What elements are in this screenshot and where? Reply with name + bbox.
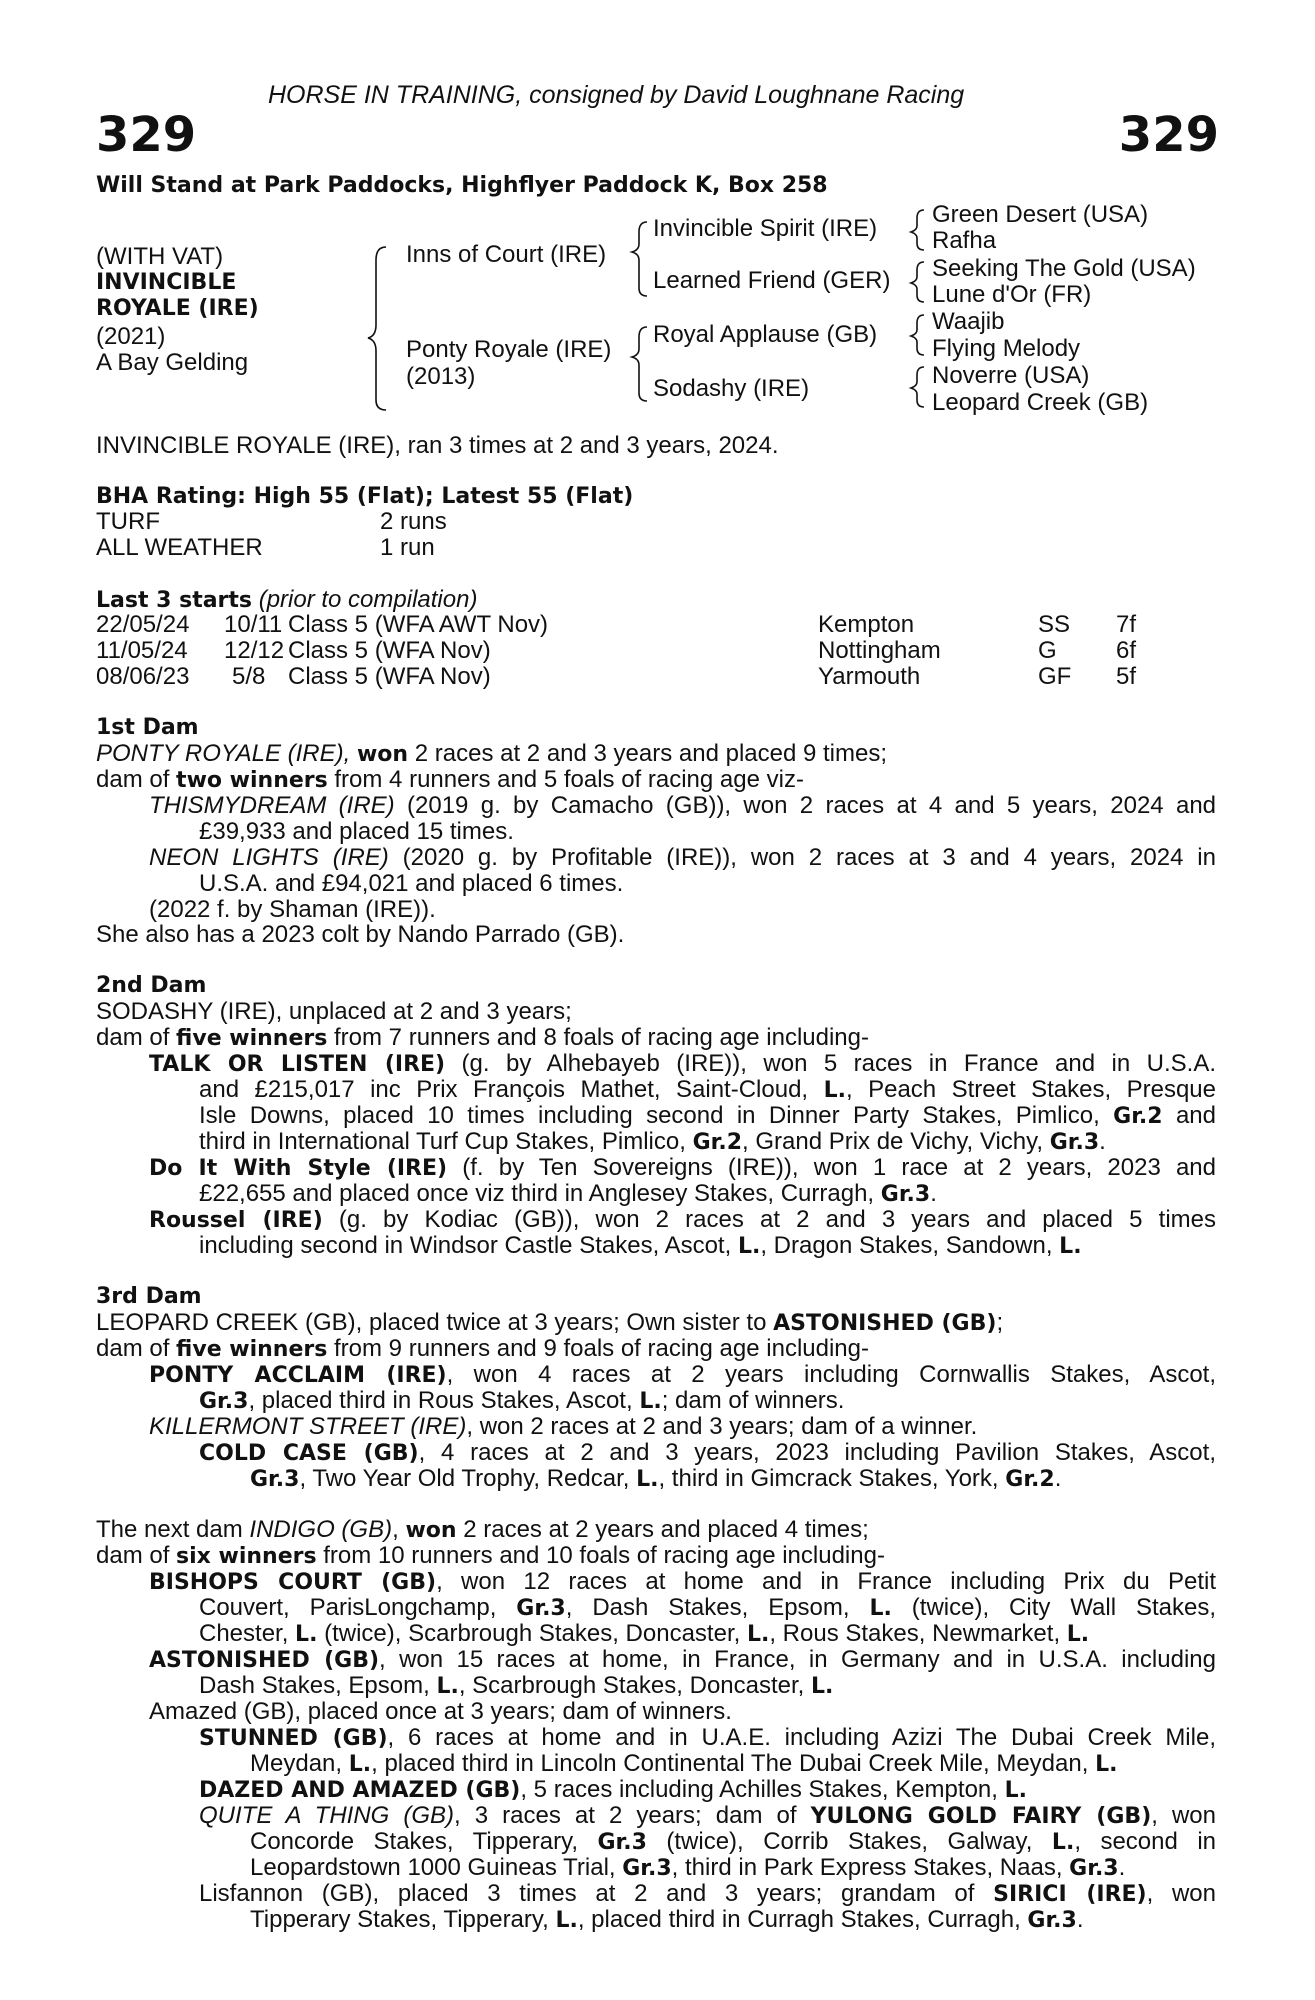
text: , 5 races including Achilles Stakes, Kempton,: [520, 1776, 1005, 1803]
dam-name: PONTY ROYALE (IRE),: [96, 740, 351, 767]
produce-name: TALK OR LISTEN (IRE): [149, 1052, 446, 1077]
foaling-year: (2021): [96, 323, 166, 350]
produce-entry-cont: £39,933 and placed 15 times.: [199, 818, 514, 845]
produce-name: PONTY ACCLAIM (IRE): [149, 1363, 447, 1388]
grade: Gr.3: [516, 1596, 566, 1621]
sub-produce-entry: [199, 1803, 1216, 1830]
produce-note: She also has a 2023 colt by Nando Parrado (GB).: [96, 921, 625, 948]
grade: L.: [348, 1752, 372, 1777]
stall-location: Will Stand at Park Paddocks, Highflyer Paddock K, Box 258: [96, 173, 828, 198]
produce-entry-cont: [199, 1077, 1216, 1104]
text: , Rous Stakes, Newmarket,: [769, 1620, 1067, 1647]
text: (twice), Corrib Stakes, Galway,: [646, 1828, 1052, 1855]
text: including second in Windsor Castle Stakes, Ascot,: [199, 1232, 738, 1259]
horse-name-line1: INVINCIBLE: [96, 270, 237, 295]
dam-sire: Royal Applause (GB): [653, 321, 878, 348]
text: , placed third in Rous Stakes, Ascot,: [248, 1387, 640, 1414]
rating-runs: 1 run: [380, 534, 435, 561]
produce-entry-cont: [199, 1673, 833, 1700]
sub-produce-entry-cont: [250, 1855, 1125, 1882]
grade: L.: [1051, 1830, 1075, 1855]
ancestor-5: Waajib: [932, 308, 1005, 335]
text: , Peach Street Stakes, Presque: [845, 1076, 1216, 1103]
sire: Inns of Court (IRE): [406, 241, 607, 268]
text: Dash Stakes, Epsom,: [199, 1672, 437, 1699]
text: Couvert, ParisLongchamp,: [199, 1594, 517, 1621]
produce-name: Roussel (IRE): [149, 1208, 323, 1233]
grade: Gr.2: [1005, 1467, 1055, 1492]
produce-entry: [199, 1440, 1216, 1467]
relative-name: YULONG GOLD FAIRY (GB): [810, 1804, 1152, 1829]
produce-name: KILLERMONT STREET (IRE): [149, 1413, 467, 1440]
text: , third in Gimcrack Stakes, York,: [658, 1465, 1006, 1492]
rating-heading: BHA Rating: High 55 (Flat); Latest 55 (Flat): [96, 484, 634, 509]
ancestor-1: Green Desert (USA): [932, 201, 1149, 228]
produce-entry: [149, 1362, 1216, 1389]
text: (2019 g. by Camacho (GB)), won 2 races at 4 and 5 years, 2024 and: [394, 792, 1217, 819]
ancestor-2: Rafha: [932, 227, 997, 254]
grade: L.: [1059, 1234, 1082, 1259]
text: , Dash Stakes, Epsom,: [565, 1594, 870, 1621]
text: .: [1118, 1854, 1126, 1881]
grade: Gr.3: [250, 1467, 300, 1492]
produce-name: ASTONISHED (GB): [149, 1648, 380, 1673]
text: The next dam: [96, 1516, 250, 1543]
text: , won: [1151, 1802, 1216, 1829]
produce-name: NEON LIGHTS (IRE): [149, 844, 389, 871]
dam-name: INDIGO (GB): [249, 1516, 393, 1543]
grade: Gr.3: [597, 1830, 647, 1855]
dam-record: 2 races at 2 and 3 years and placed 9 times;: [408, 740, 888, 767]
rating-runs: 2 runs: [380, 508, 447, 535]
last-starts-heading-line: [96, 587, 477, 614]
dam: Ponty Royale (IRE): [406, 336, 612, 363]
text: ,: [392, 1516, 406, 1543]
text: dam of: [96, 1024, 177, 1051]
text: ;: [996, 1309, 1004, 1336]
text: , won: [1146, 1880, 1216, 1907]
produce-entry-cont: [199, 1621, 1089, 1648]
sub-produce-entry-cont: [250, 1751, 1117, 1778]
produce-entry: [149, 1051, 1216, 1078]
produce-name: STUNNED (GB): [199, 1726, 388, 1751]
text: , 3 races at 2 years; dam of: [454, 1802, 811, 1829]
text: dam of: [96, 1335, 177, 1362]
text: dam of: [96, 1542, 177, 1569]
grade: Gr.3: [1027, 1908, 1077, 1933]
start-date: 11/05/24: [96, 637, 188, 664]
start-going: SS: [1038, 611, 1071, 638]
start-class: Class 5 (WFA Nov): [288, 637, 491, 664]
grade: L.: [555, 1908, 578, 1933]
produce-entry-cont: U.S.A. and £94,021 and placed 6 times.: [199, 870, 624, 897]
text: (twice), Scarbrough Stakes, Doncaster,: [317, 1620, 747, 1647]
produce-entry: [149, 1647, 1216, 1674]
start-course: Yarmouth: [818, 663, 921, 690]
text: and: [1162, 1102, 1217, 1129]
start-position: 5/8: [232, 663, 266, 690]
sub-produce-entry: [199, 1725, 1216, 1752]
produce-entry-cont: [199, 1181, 937, 1208]
winners-count: five winners: [176, 1337, 328, 1362]
text: from 10 runners and 10 foals of racing age including-: [316, 1542, 885, 1569]
produce-entry: [149, 1155, 1216, 1182]
text: , won 4 races at 2 years including Cornwallis Stakes, Ascot,: [446, 1361, 1217, 1388]
sub-produce-entry-cont: [250, 1907, 1084, 1934]
text: (twice), City Wall Stakes,: [891, 1594, 1216, 1621]
ancestor-4: Lune d'Or (FR): [932, 281, 1092, 308]
text: , third in Park Express Stakes, Naas,: [671, 1854, 1070, 1881]
text: Concorde Stakes, Tipperary,: [250, 1828, 598, 1855]
rating-surface: ALL WEATHER: [96, 534, 263, 561]
produce-name: QUITE A THING (GB): [199, 1802, 455, 1829]
start-class: Class 5 (WFA AWT Nov): [288, 611, 549, 638]
sire-dam: Learned Friend (GER): [653, 267, 891, 294]
text: from 4 runners and 5 foals of racing age viz-: [327, 766, 804, 793]
race-summary: INVINCIBLE ROYALE (IRE), ran 3 times at 2 and 3 years, 2024.: [96, 432, 779, 459]
start-course: Kempton: [818, 611, 915, 638]
sire-sire: Invincible Spirit (IRE): [653, 215, 878, 242]
brace-dam: [632, 327, 647, 401]
consignment-line: HORSE IN TRAINING, consigned by David Loughnane Racing: [268, 81, 965, 109]
text: , won 2 races at 2 and 3 years; dam of a winner.: [466, 1413, 978, 1440]
brace-g4: [911, 367, 924, 407]
text: (f. by Ten Sovereigns (IRE)), won 1 race at 2 years, 2023 and: [447, 1154, 1216, 1181]
horse-description: A Bay Gelding: [96, 349, 249, 376]
text: from 9 runners and 9 foals of racing age including-: [327, 1335, 869, 1362]
start-position: 10/11: [224, 611, 283, 638]
grade: L.: [823, 1078, 846, 1103]
won-label: won: [405, 1518, 457, 1543]
text: , Grand Prix de Vichy, Vichy,: [742, 1128, 1050, 1155]
start-class: Class 5 (WFA Nov): [288, 663, 491, 690]
text: , won 15 races at home, in France, in Germany and in U.S.A. including: [379, 1646, 1216, 1673]
produce-entry: [149, 845, 1216, 871]
text: dam of: [96, 766, 177, 793]
produce-entry: (2022 f. by Shaman (IRE)).: [149, 896, 436, 923]
dam-dam: Sodashy (IRE): [653, 375, 810, 402]
text: 2 races at 2 years and placed 4 times;: [456, 1516, 869, 1543]
produce-entry: Amazed (GB), placed once at 3 years; dam of winners.: [149, 1698, 732, 1725]
grade: Gr.3: [1069, 1856, 1119, 1881]
winners-count: five winners: [176, 1026, 328, 1051]
text: , 6 races at home and in U.A.E. including Azizi The Dubai Creek Mile,: [387, 1724, 1216, 1751]
text: , placed third in Curragh Stakes, Curragh,: [577, 1906, 1028, 1933]
text: , second in: [1074, 1828, 1217, 1855]
text: and £215,017 inc Prix François Mathet, Saint-Cloud,: [199, 1076, 824, 1103]
start-date: 08/06/23: [96, 663, 190, 690]
produce-entry-cont: [199, 1595, 1216, 1622]
produce-entry-cont: [199, 1103, 1216, 1130]
grade: L.: [636, 1467, 659, 1492]
dam-produce-line: [96, 1336, 869, 1363]
vat-label: (WITH VAT): [96, 243, 224, 270]
start-distance: 5f: [1116, 663, 1137, 690]
text: from 7 runners and 8 foals of racing age including-: [327, 1024, 869, 1051]
text: , Scarbrough Stakes, Doncaster,: [458, 1672, 812, 1699]
text: , Dragon Stakes, Sandown,: [760, 1232, 1060, 1259]
text: (2020 g. by Profitable (IRE)), won 2 races at 3 and 4 years, 2024 in: [388, 844, 1216, 871]
dam-produce-line: [96, 767, 804, 794]
text: Lisfannon (GB), placed 3 times at 2 and 3 years; grandam of: [199, 1880, 994, 1907]
grade: Gr.2: [692, 1130, 742, 1155]
rating-surface: TURF: [96, 508, 160, 535]
produce-name: COLD CASE (GB): [199, 1441, 419, 1466]
grade: Gr.3: [622, 1856, 672, 1881]
produce-entry: [149, 793, 1216, 819]
produce-name: Do It With Style (IRE): [149, 1156, 448, 1181]
grade: Gr.2: [1113, 1104, 1163, 1129]
grade: L.: [737, 1234, 761, 1259]
text: (g. by Kodiac (GB)), won 2 races at 2 and 3 years and placed 5 times: [322, 1206, 1216, 1233]
dam-line: [96, 1310, 1003, 1337]
produce-entry-cont: [250, 1466, 1061, 1493]
produce-entry-cont: [199, 1129, 1106, 1156]
horse-name-line2: ROYALE (IRE): [96, 296, 259, 321]
sub-produce-entry: [199, 1777, 1027, 1804]
section-heading: 3rd Dam: [96, 1284, 202, 1309]
text: .: [930, 1180, 937, 1207]
grade: L.: [1095, 1752, 1118, 1777]
text: Chester,: [199, 1620, 296, 1647]
text: Leopardstown 1000 Guineas Trial,: [250, 1854, 623, 1881]
text: Tipperary Stakes, Tipperary,: [250, 1906, 556, 1933]
dam-line: SODASHY (IRE), unplaced at 2 and 3 years;: [96, 998, 572, 1025]
grade: L.: [1004, 1778, 1027, 1803]
ancestor-6: Flying Melody: [932, 335, 1081, 362]
lot-number-left: 329: [96, 107, 197, 163]
text: Meydan,: [250, 1750, 349, 1777]
grade: Gr.3: [1049, 1130, 1100, 1155]
won-label: won: [356, 742, 409, 767]
lot-number-right: 329: [1118, 107, 1219, 163]
brace-g3: [911, 315, 924, 355]
sub-produce-entry: [199, 1881, 1216, 1908]
produce-name: DAZED AND AMAZED (GB): [199, 1778, 521, 1803]
dam-year: (2013): [406, 363, 476, 390]
text: .: [1099, 1128, 1106, 1155]
ancestor-8: Leopard Creek (GB): [932, 389, 1149, 416]
brace-parents: [368, 247, 386, 410]
start-distance: 6f: [1116, 637, 1137, 664]
text: Isle Downs, placed 10 times including second in Dinner Party Stakes, Pimlico,: [199, 1102, 1114, 1129]
text: LEOPARD CREEK (GB), placed twice at 3 years; Own sister to: [96, 1309, 774, 1336]
grade: L.: [1066, 1622, 1090, 1647]
brace-sire: [632, 222, 647, 296]
start-distance: 7f: [1116, 611, 1137, 638]
grade: Gr.3: [880, 1182, 931, 1207]
relative-name: ASTONISHED (GB): [773, 1311, 997, 1336]
produce-entry-cont: [199, 1233, 1082, 1260]
text: .: [1076, 1906, 1084, 1933]
text: (g. by Alhebayeb (IRE)), won 5 races in France and in U.S.A.: [445, 1050, 1216, 1077]
produce-entry: [149, 1207, 1216, 1234]
text: .: [1054, 1465, 1062, 1492]
grade: L.: [746, 1622, 770, 1647]
text: ; dam of winners.: [661, 1387, 845, 1414]
last-starts-note: (prior to compilation): [258, 586, 478, 613]
brace-g1: [911, 210, 924, 250]
dam-produce-line: [96, 1543, 885, 1570]
last-starts-heading: Last 3 starts: [96, 588, 253, 613]
grade: L.: [639, 1389, 662, 1414]
text: , 4 races at 2 and 3 years, 2023 including Pavilion Stakes, Ascot,: [418, 1439, 1216, 1466]
start-going: G: [1038, 637, 1057, 664]
produce-name: THISMYDREAM (IRE): [149, 792, 395, 819]
start-course: Nottingham: [818, 637, 941, 664]
dam-line: [96, 741, 887, 768]
sub-produce-entry-cont: [250, 1829, 1216, 1856]
relative-name: SIRICI (IRE): [993, 1882, 1147, 1907]
text: third in International Turf Cup Stakes, Pimlico,: [199, 1128, 693, 1155]
winners-count: six winners: [176, 1544, 317, 1569]
ancestor-3: Seeking The Gold (USA): [932, 255, 1196, 282]
produce-name: BISHOPS COURT (GB): [149, 1570, 437, 1595]
grade: L.: [295, 1622, 318, 1647]
section-heading: 2nd Dam: [96, 973, 207, 998]
produce-entry: [149, 1569, 1216, 1596]
text: , Two Year Old Trophy, Redcar,: [299, 1465, 637, 1492]
section-heading: 1st Dam: [96, 715, 199, 740]
grade: L.: [811, 1674, 834, 1699]
start-position: 12/12: [224, 637, 285, 664]
grade: L.: [436, 1674, 459, 1699]
text: , won 12 races at home and in France including Prix du Petit: [436, 1568, 1216, 1595]
text: , placed third in Lincoln Continental The Dubai Creek Mile, Meydan,: [371, 1750, 1096, 1777]
dam-line: [96, 1517, 869, 1544]
produce-entry: [149, 1414, 977, 1440]
brace-g2: [911, 262, 924, 302]
dam-produce-line: [96, 1025, 869, 1052]
grade: Gr.3: [199, 1389, 249, 1414]
produce-entry-cont: [199, 1388, 844, 1415]
text: £22,655 and placed once viz third in Anglesey Stakes, Curragh,: [199, 1180, 881, 1207]
grade: L.: [869, 1596, 892, 1621]
ancestor-7: Noverre (USA): [932, 362, 1090, 389]
start-date: 22/05/24: [96, 611, 190, 638]
start-going: GF: [1038, 663, 1072, 690]
winners-count: two winners: [176, 768, 328, 793]
